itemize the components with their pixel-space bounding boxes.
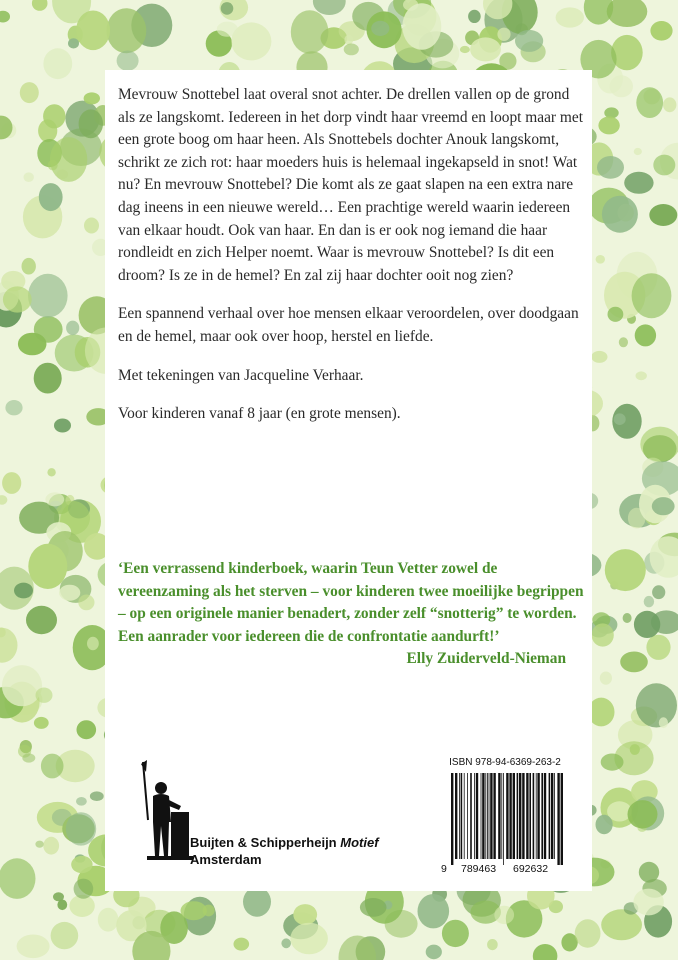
bg-blob (39, 183, 63, 211)
bg-blob (50, 137, 87, 182)
barcode-bar (519, 773, 521, 859)
barcode-bar (493, 773, 495, 859)
blurb-paragraph-2: Een spannend verhaal over hoe mensen elkaar veroordelen, over doodgaan en de hemel, maar ook over hoop, herstel en liefde. (118, 305, 579, 345)
isbn-label: ISBN 978-94-6369-263-2 (449, 757, 561, 768)
bg-blob (636, 683, 677, 727)
barcode-bar (517, 773, 519, 859)
bg-blob (117, 51, 139, 71)
bg-blob (487, 939, 498, 950)
back-cover-text-panel (105, 70, 592, 891)
bg-blob (426, 945, 442, 960)
barcode-bar (526, 773, 528, 859)
bg-blob (634, 611, 660, 638)
bg-blob (619, 337, 628, 347)
barcode-bar (461, 773, 463, 859)
bg-blob (2, 472, 21, 494)
bg-blob (635, 324, 656, 346)
bg-blob (293, 904, 317, 925)
bg-blob (497, 28, 510, 41)
bg-blob (592, 623, 614, 646)
barcode-bar (482, 773, 484, 859)
bg-blob (628, 800, 658, 828)
bg-blob (644, 596, 654, 607)
bg-blob (470, 37, 501, 61)
bg-blob (78, 595, 94, 611)
bg-blob (48, 160, 58, 171)
bg-blob (234, 938, 250, 951)
bg-blob (36, 688, 53, 703)
bg-blob (221, 2, 234, 15)
bg-blob (34, 717, 49, 729)
bg-blob (575, 919, 601, 947)
bg-blob (14, 583, 33, 599)
bg-blob (371, 21, 389, 36)
bg-blob (43, 48, 72, 79)
bg-blob (20, 82, 39, 103)
bg-blob (620, 652, 648, 673)
bg-blob (601, 754, 624, 771)
illustrator-credit: Met tekeningen van Jacqueline Verhaar. (118, 366, 364, 384)
bg-blob (43, 104, 65, 128)
bg-blob (66, 812, 96, 845)
bg-blob (633, 889, 663, 916)
bg-blob (634, 148, 642, 155)
bg-blob (28, 544, 67, 589)
bg-blob (181, 901, 207, 920)
bg-blob (90, 791, 104, 801)
bg-blob (515, 30, 543, 52)
barcode-bar (459, 773, 460, 859)
bg-blob (533, 944, 558, 960)
review-quote (118, 558, 588, 671)
publisher-name: Buijten & Schipperheijn (190, 835, 337, 850)
bg-blob (584, 0, 613, 25)
bg-blob (47, 468, 55, 476)
bg-blob (43, 837, 59, 855)
bg-blob (639, 862, 659, 883)
bg-blob (66, 321, 79, 336)
quote-text: ‘Een verrassend kinderboek, waarin Teun Vetter zowel de vereenzaming als het sterven – voor kinderen twee moeilijke begrippen – op een originele manier benadert, zonder zelf “snotterig” te worden. (118, 560, 584, 623)
barcode-bar (537, 773, 539, 859)
bg-blob (602, 196, 638, 233)
bg-blob (600, 672, 612, 685)
bg-blob (74, 879, 94, 899)
bg-blob (84, 92, 100, 104)
bg-blob (649, 204, 677, 226)
barcode-bar (489, 773, 490, 859)
bg-blob (76, 797, 87, 806)
barcode-bar (451, 773, 453, 865)
bg-blob (217, 22, 238, 37)
barcode-digits-left: 789463 (461, 863, 497, 875)
bg-blob (653, 155, 675, 176)
bg-blob (611, 35, 643, 70)
barcode-digit-first: 9 (441, 863, 447, 875)
blurb-paragraph-1: Mevrouw Snottebel laat overal snot achter. De drellen vallen op de grond als ze langskomt. Iedereen in het dorp vindt haar vreemd en loopt maar met een grote boog om haar heen. Als Snottebels dochter Anouk langskomt, schrikt ze zich rot: haar moeders huis is helemaal ingekapseld in snot! Wat nu? En mevrouw Snottebel? Die komt als ze gaat slapen na een extra nare dag ineens in een nieuwe wereld… Een prachtige wereld waarin iedereen van elkaar houdt. Ook van haar. En dan is er ook nog iemand die haar rondleidt en zich Helper noemt. Waar is mevrouw Snottebel? Is dit een droom? Is ze in de hemel? En zal zij haar dochter ooit nog zien? (118, 86, 583, 284)
bg-blob (623, 613, 632, 623)
bg-blob (597, 156, 624, 179)
bg-blob (614, 413, 626, 425)
bg-blob (243, 887, 271, 917)
blurb (118, 84, 588, 442)
bg-blob (79, 109, 103, 138)
barcode-digits-right: 692632 (513, 863, 549, 875)
barcode-bar (561, 773, 563, 865)
bg-blob (59, 585, 80, 601)
bg-blob (608, 307, 624, 322)
quote-author: Elly Zuiderveld-Nieman (406, 650, 566, 668)
barcode-bar (544, 773, 546, 859)
bg-blob (646, 635, 670, 660)
barcode-bar (533, 773, 535, 859)
bg-blob (281, 938, 291, 948)
bg-blob (22, 753, 35, 762)
bg-blob (28, 274, 68, 318)
barcode-bar (476, 773, 478, 859)
bg-blob (107, 8, 147, 53)
bg-blob (596, 255, 605, 264)
bg-blob (652, 585, 665, 599)
barcode-bar (501, 773, 502, 859)
barcode-bar (464, 773, 465, 859)
bg-blob (636, 87, 663, 118)
bg-blob (0, 628, 18, 663)
bg-blob (34, 316, 63, 343)
bg-blob (87, 637, 99, 650)
bg-blob (51, 922, 79, 949)
barcode-bar (474, 773, 475, 859)
isbn-barcode (441, 773, 571, 865)
bg-blob (68, 38, 79, 48)
barcode-bar (481, 773, 482, 859)
bg-blob (610, 75, 633, 97)
bg-blob (442, 920, 469, 947)
publisher-info (190, 834, 379, 868)
bg-blob (494, 906, 514, 924)
barcode-bar (557, 773, 559, 865)
bg-blob (41, 754, 64, 779)
bg-blob (0, 495, 7, 505)
bg-blob (624, 172, 653, 194)
bg-blob (26, 606, 57, 634)
bg-blob (630, 744, 640, 755)
publisher-imprint: Motief (340, 835, 379, 850)
bg-blob (596, 815, 613, 835)
bg-blob (17, 935, 50, 959)
barcode-bar (513, 773, 515, 859)
barcode-bar (490, 773, 492, 859)
bg-blob (650, 21, 672, 41)
bg-blob (45, 492, 64, 506)
barcode-bar (467, 773, 468, 859)
bg-blob (0, 11, 10, 23)
barcode-bar (509, 773, 511, 859)
barcode-bar (522, 773, 524, 859)
bg-blob (598, 116, 619, 134)
bg-blob (3, 286, 32, 312)
barcode-bar (455, 773, 457, 859)
bg-blob (659, 717, 668, 728)
bg-blob (98, 908, 119, 932)
bg-blob (601, 909, 642, 940)
bg-blob (57, 900, 67, 911)
bg-blob (5, 400, 22, 415)
bg-blob (0, 858, 36, 899)
barcode-bar (554, 773, 555, 859)
bg-blob (402, 3, 441, 50)
barcode-bar (485, 773, 486, 859)
barcode-bar (536, 773, 537, 859)
bg-blob (556, 7, 584, 27)
bg-blob (344, 44, 359, 56)
barcode-bar (541, 773, 543, 859)
bg-blob (32, 0, 48, 11)
bg-blob (344, 35, 353, 45)
bg-blob (2, 665, 42, 706)
quote-text-2: Een aanrader voor iedereen die de confrontatie aandurft!’ (118, 627, 500, 645)
barcode-bar (470, 773, 472, 859)
barcode-bar (529, 773, 531, 859)
age-recommendation: Voor kinderen vanaf 8 jaar (en grote mensen). (118, 405, 401, 423)
bg-blob (360, 898, 387, 917)
bg-blob (291, 10, 329, 54)
bg-blob (663, 97, 676, 112)
bg-blob (460, 46, 470, 53)
bg-blob (77, 720, 97, 739)
bg-blob (24, 172, 34, 182)
bg-blob (418, 894, 450, 928)
bg-blob (636, 371, 647, 380)
bg-blob (605, 549, 646, 591)
bg-blob (35, 841, 43, 848)
publisher-city: Amsterdam (190, 852, 262, 867)
barcode-bar (498, 773, 500, 859)
barcode-bar (551, 773, 553, 859)
bg-blob (290, 923, 328, 955)
bg-blob (652, 497, 675, 515)
bg-blob (632, 273, 672, 318)
bg-blob (54, 419, 71, 433)
barcode-bar (487, 773, 488, 859)
bg-blob (22, 258, 36, 275)
barcode-bar (549, 773, 551, 859)
barcode-bar (506, 773, 508, 859)
bg-blob (84, 218, 99, 234)
bg-blob (468, 10, 481, 23)
barcode-bar (503, 773, 504, 865)
bg-blob (34, 363, 62, 394)
bg-blob (71, 856, 92, 873)
bg-blob (591, 351, 607, 363)
